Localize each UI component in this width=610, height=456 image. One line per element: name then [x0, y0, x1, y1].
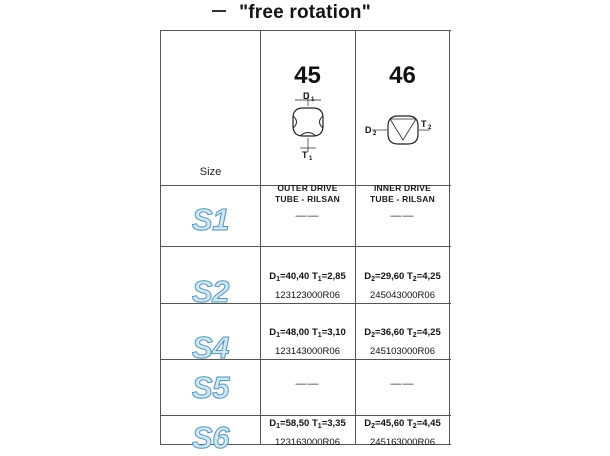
table-row-s2-col45-code: 123123000R06 [275, 290, 340, 301]
t-value: =2,85 [321, 271, 346, 282]
table-row-s1-col45: —— [295, 210, 320, 222]
t-label: T [406, 271, 413, 282]
t-value: =4,25 [416, 271, 441, 282]
table-row-label-s5: S5 [192, 370, 229, 405]
d-value: =40,40 [280, 271, 310, 282]
t-value: =4,25 [416, 327, 441, 338]
d-value: =48,00 [280, 327, 310, 338]
table-row-s4-col46-code: 245103000R06 [370, 346, 435, 357]
table-row-s1-col46: —— [390, 210, 415, 222]
d-value: =45,60 [375, 418, 405, 429]
d-sub: 1 [276, 332, 281, 339]
d-sub: 2 [371, 332, 376, 339]
svg-text:T: T [302, 150, 308, 160]
page-title: "free rotation" [239, 2, 371, 23]
table-row-s2-col46-code: 245043000R06 [370, 290, 435, 301]
table-row-s6-col45-code: 123163000R06 [275, 437, 340, 448]
row-divider-s5 [161, 415, 451, 416]
table-row-s2-col46-spec [355, 271, 450, 283]
table-row-s6-col46-spec [355, 418, 450, 430]
table-row-s4-col45-spec [260, 327, 355, 339]
table-row-s5-col45: —— [295, 378, 320, 390]
d-sub: 2 [371, 423, 376, 430]
svg-text:2: 2 [373, 131, 377, 137]
specs-table [160, 30, 450, 455]
t-label: T [406, 418, 413, 429]
d-value: =29,60 [375, 271, 405, 282]
d-label: D [364, 418, 372, 429]
t-sub: 2 [412, 423, 417, 430]
table-row-label-s1: S1 [192, 202, 229, 237]
t-sub: 1 [317, 276, 322, 283]
d-label: D [364, 327, 372, 338]
t-value: =3,35 [321, 418, 346, 429]
table-row-label-s4: S4 [192, 330, 229, 365]
d-label: D [269, 271, 277, 282]
d-value: =58,50 [280, 418, 310, 429]
column-caption-45-line2: TUBE - RILSAN [275, 194, 340, 204]
row-divider-top [161, 30, 451, 31]
column-caption-45-line1: OUTER DRIVE [277, 183, 338, 193]
t-value: =3,10 [321, 327, 346, 338]
svg-text:T: T [421, 119, 427, 129]
d-sub: 1 [276, 423, 281, 430]
t-sub: 1 [317, 423, 322, 430]
table-row-label-s2: S2 [192, 274, 229, 309]
table-row-s4-col45-code: 123143000R06 [275, 346, 340, 357]
table-row-s6-col46-code: 245163000R06 [370, 437, 435, 448]
table-row-s4-col46-spec [355, 327, 450, 339]
size-column-header: Size [199, 166, 222, 178]
t-sub: 1 [317, 332, 322, 339]
svg-text:2: 2 [428, 125, 432, 131]
column-caption-46 [355, 183, 450, 205]
svg-text:1: 1 [311, 97, 315, 103]
inner-drive-tube-diagram [364, 102, 442, 166]
table-row-s2-col45-spec [260, 271, 355, 283]
column-caption-45 [260, 183, 355, 205]
d-label: D [364, 271, 372, 282]
d-label: D [269, 418, 277, 429]
t-sub: 2 [412, 276, 417, 283]
table-row-label-s6: S6 [192, 420, 229, 455]
t-value: =4,45 [416, 418, 441, 429]
svg-text:D: D [303, 92, 310, 101]
column-caption-46-line2: TUBE - RILSAN [370, 194, 435, 204]
column-header-45: 45 [294, 62, 321, 89]
column-header-46: 46 [389, 62, 416, 89]
svg-text:D: D [365, 125, 372, 135]
t-label: T [311, 271, 318, 282]
d-sub: 1 [276, 276, 281, 283]
d-sub: 2 [371, 276, 376, 283]
t-label: T [406, 327, 413, 338]
d-label: D [269, 327, 277, 338]
t-label: T [311, 327, 318, 338]
table-row-s6-col45-spec [260, 418, 355, 430]
t-sub: 2 [412, 332, 417, 339]
table-row-s5-col46: —— [390, 378, 415, 390]
d-value: =36,60 [375, 327, 405, 338]
column-caption-46-line1: INNER DRIVE [374, 183, 431, 193]
t-label: T [311, 418, 318, 429]
row-divider-s1 [161, 246, 451, 247]
svg-text:1: 1 [309, 156, 313, 162]
outer-drive-tube-diagram [273, 92, 343, 172]
